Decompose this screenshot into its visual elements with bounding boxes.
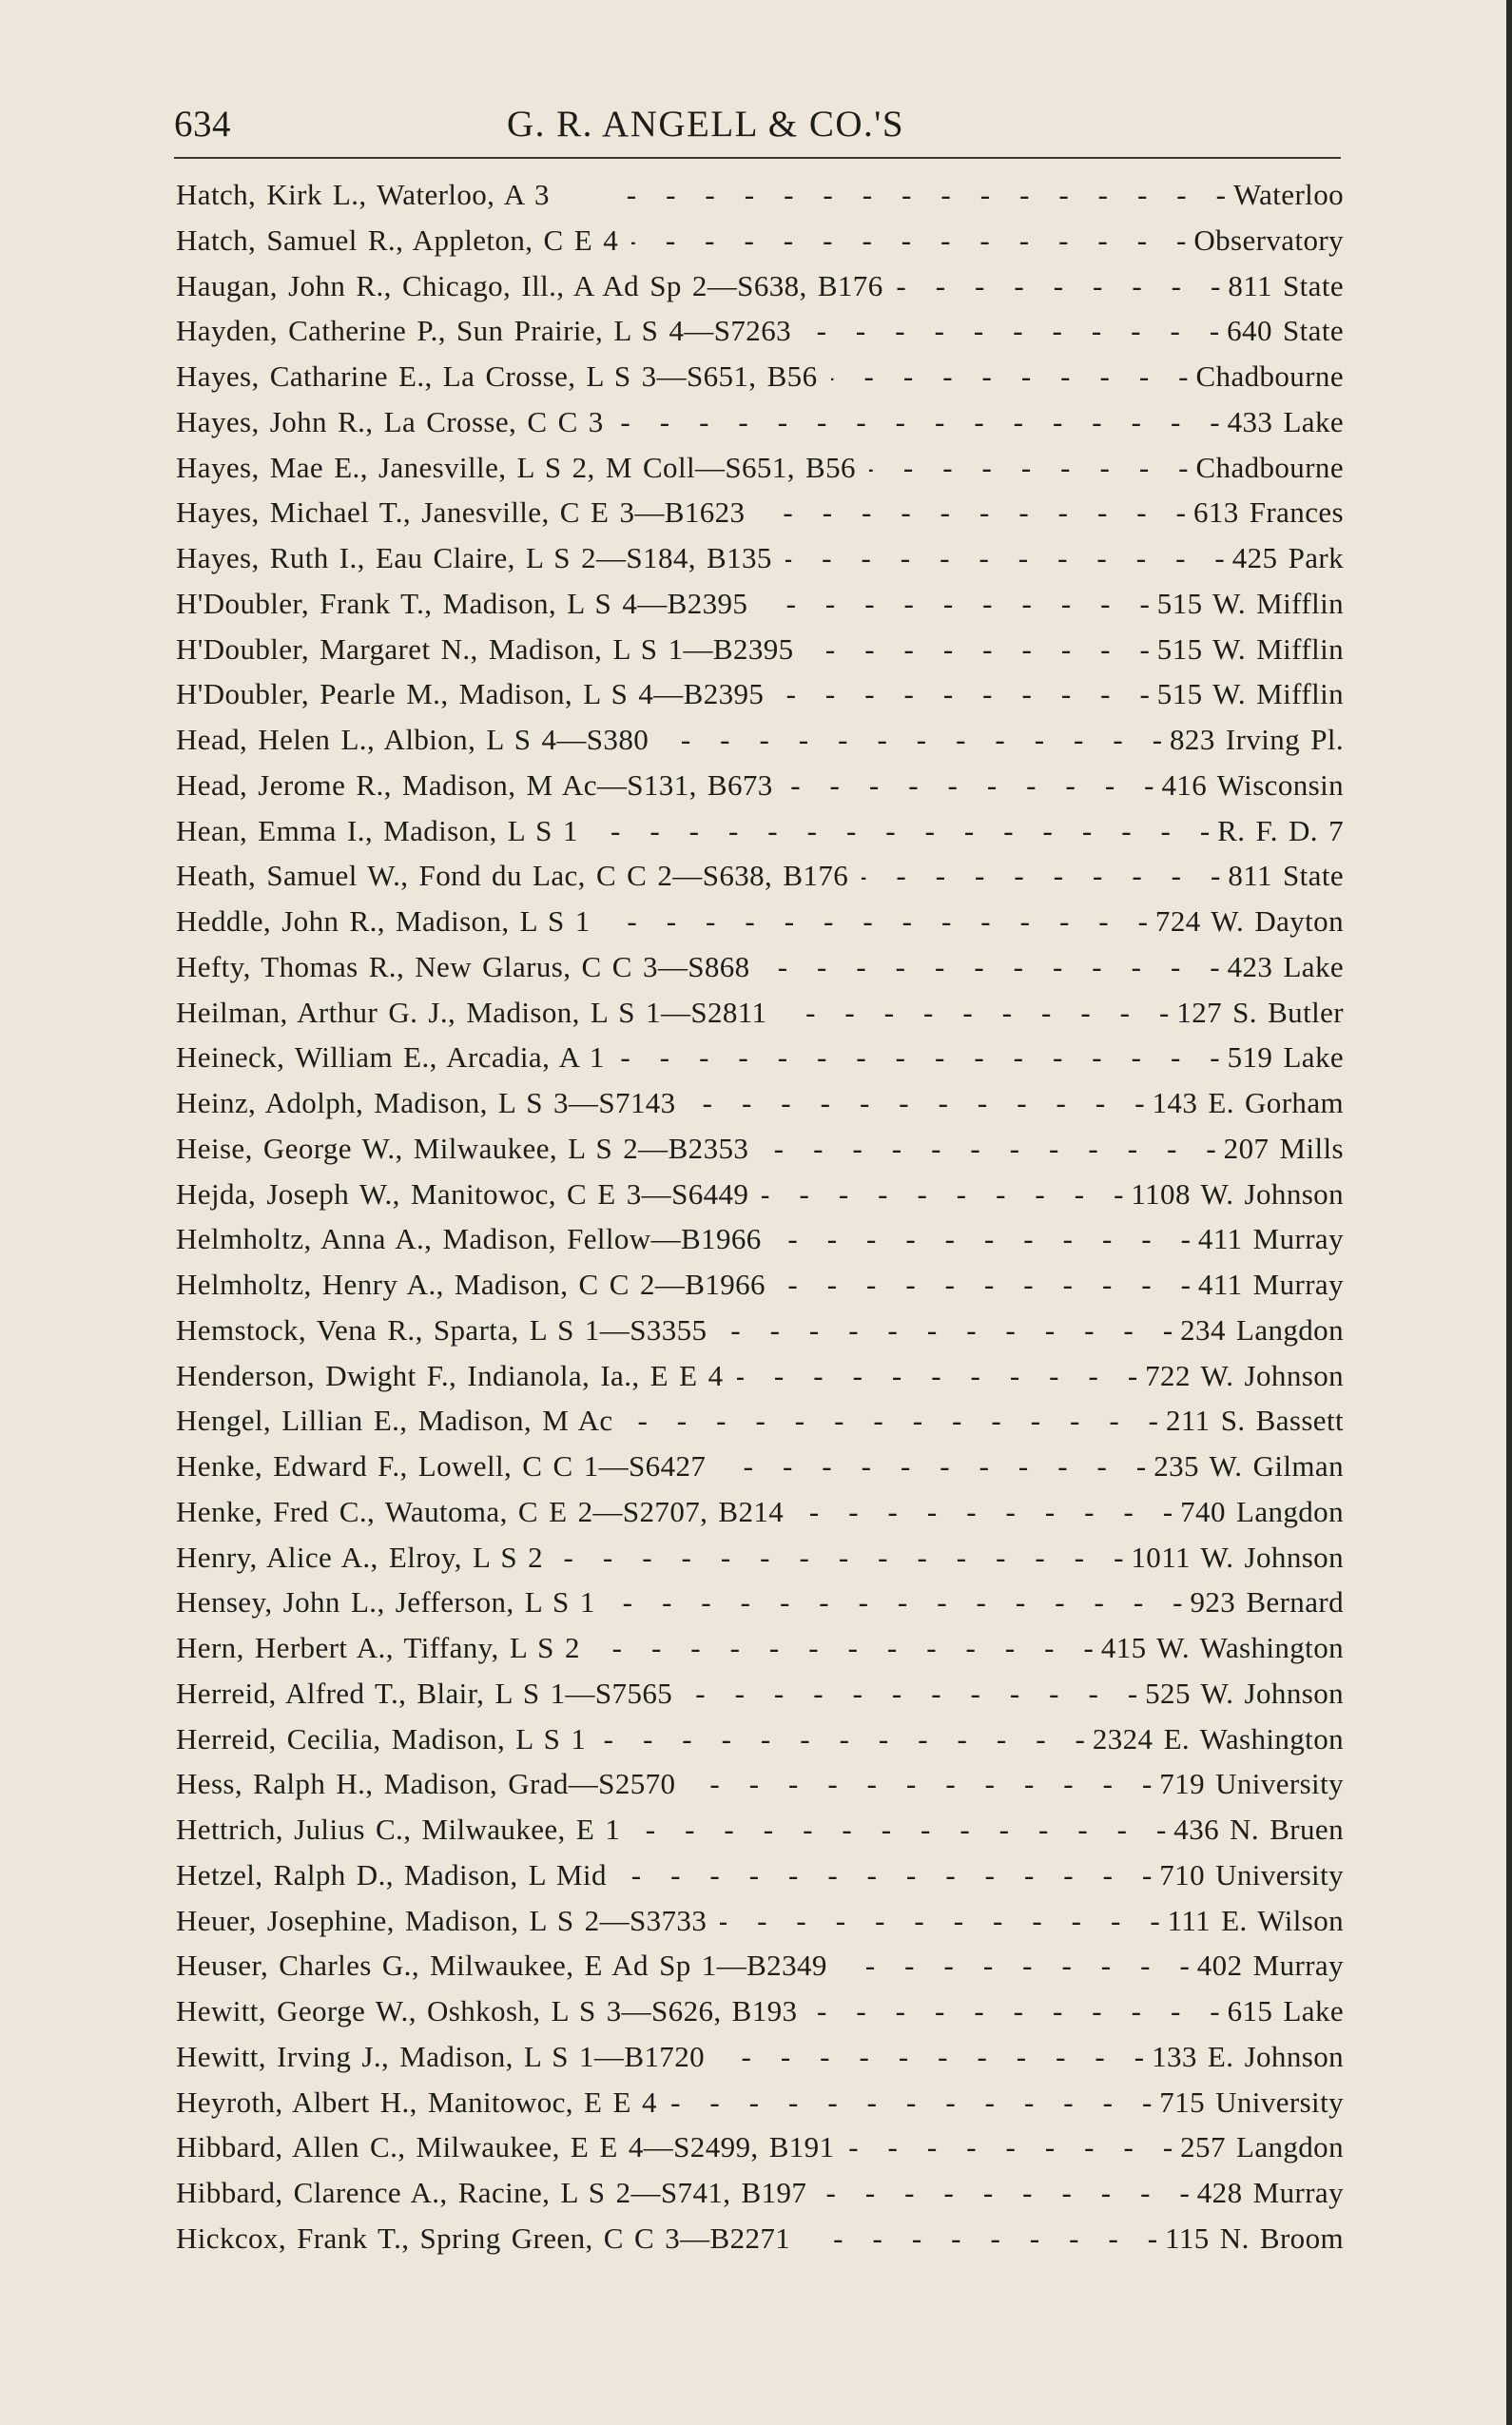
entry-address: 411 Murray	[1197, 1268, 1344, 1301]
entry-address: 436 N. Bruen	[1173, 1813, 1344, 1846]
directory-entry	[176, 2176, 1344, 2221]
entry-address: 211 S. Bassett	[1166, 1404, 1344, 1438]
directory-entry	[176, 495, 1344, 541]
dot-leader	[724, 1359, 1146, 1393]
entry-address: 127 S. Butler	[1176, 995, 1344, 1029]
directory-entry	[176, 1541, 1344, 1586]
entry-address: 740 Langdon	[1180, 1494, 1344, 1528]
entry-info: Hayes, Mae E., Janesville, L S 2, M Coll—S651, B56	[176, 450, 856, 484]
entry-address: 115 N. Broom	[1165, 2221, 1344, 2255]
entry-info: Hefty, Thomas R., New Glarus, C C 3—S868	[176, 949, 750, 983]
directory-entry	[176, 269, 1344, 315]
dot-leader	[791, 314, 1227, 348]
dot-leader	[818, 359, 1196, 394]
directory-entry	[176, 1495, 1344, 1541]
dot-leader	[707, 1313, 1180, 1348]
entry-address: 2324 E. Washington	[1092, 1721, 1344, 1756]
dot-leader	[550, 178, 1233, 212]
directory-entry	[176, 1268, 1344, 1313]
directory-entry	[176, 178, 1344, 223]
dot-leader	[595, 1585, 1191, 1620]
dot-leader	[797, 1994, 1227, 2028]
page-header	[174, 103, 1341, 160]
entry-info: Heineck, William E., Arcadia, A 1	[176, 1040, 605, 1075]
entry-address: 640 State	[1227, 314, 1344, 348]
dot-leader	[580, 1631, 1101, 1665]
directory-entry	[176, 1631, 1344, 1677]
entry-info: Hayden, Catherine P., Sun Prairie, L S 4—S7263	[176, 314, 792, 348]
directory-entry	[176, 1904, 1344, 1950]
directory-entry	[176, 451, 1344, 496]
entry-address: 111 E. Wilson	[1167, 1903, 1344, 1937]
entry-info: H'Doubler, Pearle M., Madison, L S 4—B2395	[176, 677, 765, 711]
dot-leader	[827, 1949, 1197, 1983]
entry-address: 433 Lake	[1227, 404, 1344, 438]
directory-entry	[176, 1722, 1344, 1768]
directory-entry	[176, 1858, 1344, 1904]
entry-info: Head, Helen L., Albion, L S 4—S380	[176, 723, 649, 756]
directory-entry	[176, 1132, 1344, 1177]
entry-address: 235 W. Gilman	[1153, 1449, 1344, 1483]
dot-leader	[675, 1767, 1159, 1801]
entry-address: 234 Langdon	[1180, 1312, 1344, 1347]
entry-info: Hickcox, Frank T., Spring Green, C C 3—B2271	[176, 2221, 791, 2255]
entry-info: Hibbard, Clarence A., Racine, L S 2—S741, B197	[176, 2176, 807, 2209]
directory-entry	[176, 677, 1344, 723]
entry-address: 923 Bernard	[1190, 1585, 1344, 1620]
entry-info: Heilman, Arthur G. J., Madison, L S 1—S2811	[176, 995, 767, 1029]
entry-info: Herreid, Alfred T., Blair, L S 1—S7565	[176, 1676, 673, 1710]
directory-entry	[176, 1449, 1344, 1495]
entry-info: Hengel, Lillian E., Madison, M Ac	[176, 1404, 613, 1438]
entry-address: Observatory	[1193, 223, 1344, 257]
dot-leader	[578, 814, 1217, 848]
entry-address: 515 W. Mifflin	[1156, 586, 1344, 620]
directory-entry	[176, 1994, 1344, 2040]
entry-address: 811 State	[1228, 859, 1344, 893]
entry-info: Helmholtz, Henry A., Madison, C C 2—B1966	[176, 1268, 766, 1301]
entry-address: R. F. D. 7	[1217, 813, 1344, 847]
entry-info: Hayes, John R., La Crosse, C C 3	[176, 404, 604, 438]
directory-entry	[176, 1040, 1344, 1086]
entry-address: 519 Lake	[1227, 1040, 1344, 1075]
dot-leader	[766, 1268, 1198, 1302]
header-rule	[174, 157, 1341, 159]
dot-leader	[834, 2130, 1180, 2164]
directory-entry	[176, 723, 1344, 768]
entry-address: 722 W. Johnson	[1145, 1358, 1344, 1392]
entry-info: H'Doubler, Frank T., Madison, L S 4—B2395	[176, 586, 748, 620]
entry-info: Herreid, Cecilia, Madison, L S 1	[176, 1721, 587, 1756]
directory-entry	[176, 904, 1344, 950]
entry-info: Henke, Fred C., Wautoma, C E 2—S2707, B214	[176, 1494, 785, 1528]
directory-entry	[176, 405, 1344, 451]
entry-address: 715 University	[1159, 2085, 1344, 2119]
directory-entry	[176, 814, 1344, 860]
dot-leader	[604, 405, 1228, 439]
directory-entry	[176, 859, 1344, 904]
entry-info: Hettrich, Julius C., Milwaukee, E 1	[176, 1813, 621, 1846]
entry-address: Chadbourne	[1195, 450, 1344, 484]
entry-info: Hewitt, George W., Oshkosh, L S 3—S626, B193	[176, 1994, 798, 2027]
entry-address: 719 University	[1159, 1767, 1344, 1801]
directory-entry	[176, 768, 1344, 814]
entry-address: 207 Mills	[1223, 1131, 1344, 1165]
entry-info: Hatch, Samuel R., Appleton, C E 4	[176, 223, 619, 257]
directory-entry	[176, 1585, 1344, 1631]
dot-leader	[773, 768, 1162, 803]
directory-entry	[176, 2086, 1344, 2131]
dot-leader	[657, 2086, 1159, 2120]
page-number: 634	[174, 104, 231, 145]
entry-info: Hibbard, Allen C., Milwaukee, E E 4—S2499, B191	[176, 2130, 835, 2164]
dot-leader	[806, 2176, 1196, 2210]
directory-entry	[176, 1222, 1344, 1268]
directory-entry	[176, 2221, 1344, 2267]
directory-entry	[176, 359, 1344, 405]
entry-info: Hess, Ralph H., Madison, Grad—S2570	[176, 1767, 676, 1801]
directory-entry	[176, 587, 1344, 632]
entry-info: Heddle, John R., Madison, L S 1	[176, 904, 591, 938]
directory-entry	[176, 223, 1344, 269]
entry-address: 411 Murray	[1197, 1222, 1344, 1256]
entry-address: 1011 W. Johnson	[1131, 1540, 1344, 1574]
dot-leader	[707, 1904, 1167, 1938]
directory-entry	[176, 2040, 1344, 2086]
dot-leader	[794, 632, 1157, 667]
entry-address: 525 W. Johnson	[1145, 1676, 1344, 1710]
entry-info: Heinz, Adolph, Madison, L S 3—S7143	[176, 1086, 676, 1119]
directory-entry	[176, 632, 1344, 678]
directory-entry	[176, 1086, 1344, 1132]
entry-address: 143 E. Gorham	[1152, 1086, 1344, 1119]
entry-info: Heuser, Charles G., Milwaukee, E Ad Sp 1—B2349	[176, 1949, 827, 1983]
dot-leader	[856, 451, 1196, 485]
directory-entry	[176, 1767, 1344, 1813]
dot-leader	[649, 723, 1170, 757]
entry-info: Hewitt, Irving J., Madison, L S 1—B1720	[176, 2039, 705, 2073]
entry-address: Chadbourne	[1195, 359, 1344, 393]
dot-leader	[676, 1086, 1153, 1120]
entry-info: Henry, Alice A., Elroy, L S 2	[176, 1540, 544, 1574]
dot-leader	[543, 1541, 1131, 1575]
entry-info: Heuer, Josephine, Madison, L S 2—S3733	[176, 1903, 708, 1937]
dot-leader	[605, 1040, 1228, 1075]
dot-leader	[672, 1677, 1145, 1711]
entry-info: Henke, Edward F., Lowell, C C 1—S6427	[176, 1449, 707, 1483]
dot-leader	[748, 1177, 1131, 1212]
entry-address: 428 Murray	[1196, 2176, 1344, 2209]
entry-address: 710 University	[1159, 1857, 1344, 1892]
entry-info: Hayes, Michael T., Janesville, C E 3—B1623	[176, 495, 746, 530]
directory-entry	[176, 314, 1344, 359]
entry-address: 416 Wisconsin	[1161, 767, 1344, 802]
dot-leader	[705, 2040, 1152, 2074]
page-edge	[1506, 0, 1512, 2425]
directory-entry	[176, 1949, 1344, 1994]
entry-info: Hean, Emma I., Madison, L S 1	[176, 813, 578, 847]
dot-leader	[620, 1813, 1173, 1847]
entry-address: 402 Murray	[1196, 1949, 1344, 1983]
directory-entry	[176, 1677, 1344, 1722]
entry-info: H'Doubler, Margaret N., Madison, L S 1—B2395	[176, 631, 794, 666]
entry-info: Haugan, John R., Chicago, Ill., A Ad Sp 2—S638, B176	[176, 268, 883, 302]
entry-address: 1108 W. Johnson	[1131, 1176, 1344, 1211]
entry-info: Hern, Herbert A., Tiffany, L S 2	[176, 1631, 580, 1664]
dot-leader	[790, 2221, 1165, 2256]
dot-leader	[766, 996, 1176, 1030]
entry-address: 133 E. Johnson	[1152, 2039, 1344, 2073]
directory-entry	[176, 1404, 1344, 1449]
entry-info: Heise, George W., Milwaukee, L S 2—B2353	[176, 1131, 749, 1165]
entry-info: Hetzel, Ralph D., Madison, L Mid	[176, 1857, 607, 1892]
entry-info: Henderson, Dwight F., Indianola, Ia., E E 4	[176, 1358, 724, 1392]
directory-entry	[176, 541, 1344, 587]
entry-info: Hayes, Catharine E., La Crosse, L S 3—S651, B56	[176, 359, 818, 393]
directory-entry	[176, 996, 1344, 1041]
dot-leader	[764, 677, 1156, 711]
entry-address: 823 Irving Pl.	[1170, 723, 1344, 756]
directory-entry	[176, 1813, 1344, 1858]
entry-address: 515 W. Mifflin	[1156, 631, 1344, 666]
entry-address: 425 Park	[1231, 541, 1344, 574]
dot-leader	[747, 587, 1156, 621]
entry-address: 613 Frances	[1192, 495, 1344, 530]
dot-leader	[883, 269, 1229, 303]
dot-leader	[762, 1222, 1198, 1256]
dot-leader	[750, 950, 1228, 984]
entry-info: Head, Jerome R., Madison, M Ac—S131, B673	[176, 767, 773, 802]
entry-info: Heath, Samuel W., Fond du Lac, C C 2—S638, B176	[176, 859, 849, 893]
entry-address: 724 W. Dayton	[1154, 904, 1344, 938]
dot-leader	[591, 904, 1155, 939]
entry-address: 257 Langdon	[1180, 2130, 1344, 2164]
entry-address: Waterloo	[1232, 178, 1344, 211]
entry-address: 415 W. Washington	[1100, 1631, 1344, 1664]
dot-leader	[706, 1449, 1153, 1484]
entry-address: 615 Lake	[1227, 1994, 1344, 2027]
running-head: G. R. ANGELL & CO.'S	[507, 104, 905, 145]
entry-address: 515 W. Mifflin	[1156, 677, 1344, 711]
dot-leader	[745, 495, 1192, 530]
dot-leader	[618, 223, 1193, 258]
entry-info: Hayes, Ruth I., Eau Claire, L S 2—S184, B135	[176, 541, 772, 574]
directory-entry	[176, 950, 1344, 996]
directory-entry	[176, 1177, 1344, 1223]
dot-leader	[607, 1858, 1159, 1892]
directory-entry	[176, 1313, 1344, 1359]
entry-info: Hensey, John L., Jefferson, L S 1	[176, 1585, 595, 1620]
directory-list	[176, 178, 1344, 2267]
directory-entry	[176, 1359, 1344, 1405]
dot-leader	[772, 541, 1232, 575]
entry-address: 423 Lake	[1227, 949, 1344, 983]
dot-leader	[586, 1722, 1093, 1756]
directory-entry	[176, 2130, 1344, 2176]
dot-leader	[848, 859, 1228, 893]
dot-leader	[784, 1495, 1180, 1529]
dot-leader	[613, 1404, 1166, 1438]
entry-info: Heyroth, Albert H., Manitowoc, E E 4	[176, 2085, 657, 2119]
entry-info: Helmholtz, Anna A., Madison, Fellow—B1966	[176, 1222, 762, 1256]
entry-info: Hatch, Kirk L., Waterloo, A 3	[176, 178, 550, 211]
entry-info: Hejda, Joseph W., Manitowoc, C E 3—S6449	[176, 1176, 749, 1211]
dot-leader	[748, 1132, 1223, 1166]
entry-info: Hemstock, Vena R., Sparta, L S 1—S3355	[176, 1312, 708, 1347]
entry-address: 811 State	[1228, 268, 1344, 302]
